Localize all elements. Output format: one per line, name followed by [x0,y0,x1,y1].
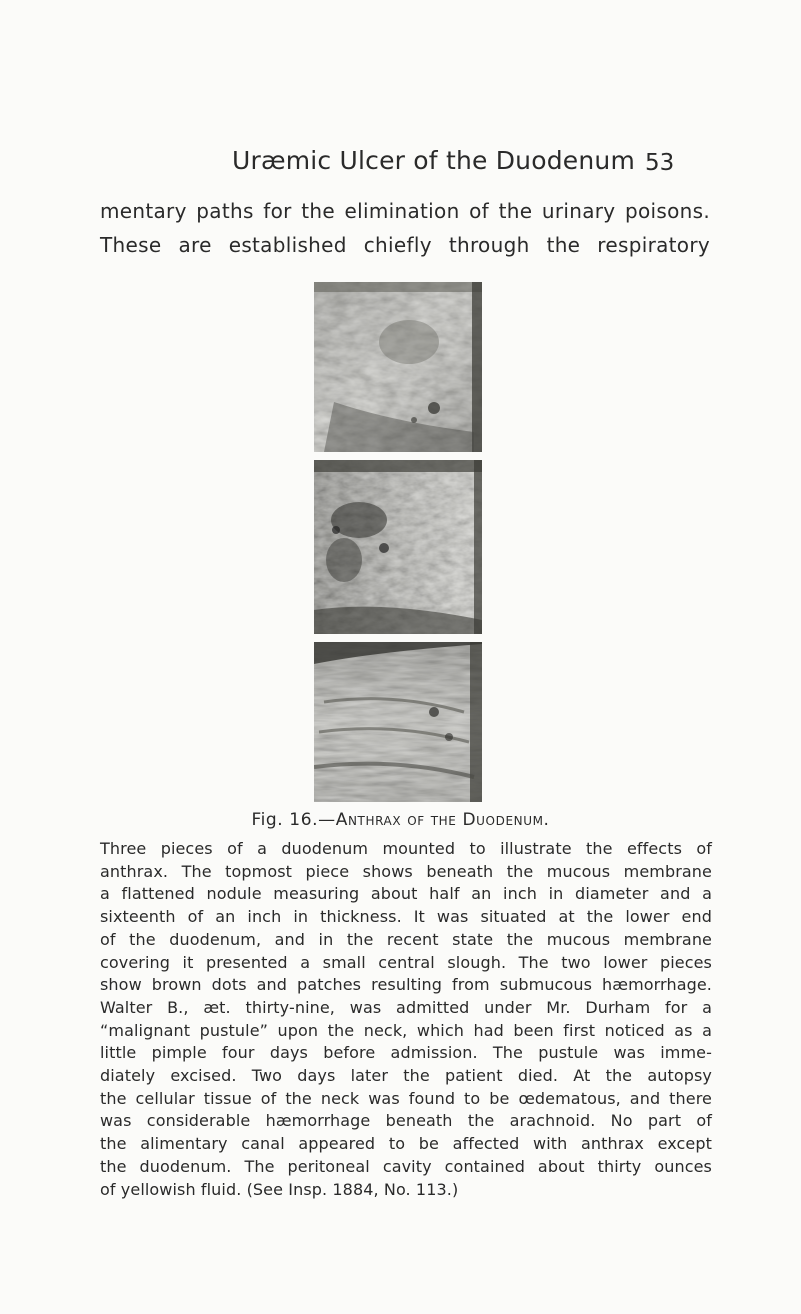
text-line: the duodenum. The peritoneal cavity contained about thirty ounces [100,1156,712,1176]
text-line: the alimentary canal appeared to be affected with anthrax except [100,1134,712,1154]
text-line: a flattened nodule measuring about half an inch in diameter and a [100,884,712,904]
text-line: These are established chiefly through the respiratory [100,233,710,257]
figure-caption-title [0,810,801,830]
text-line: Three pieces of a duodenum mounted to illustrate the effects of [100,839,712,858]
figure-description [100,838,712,1201]
figure-dash: — [318,810,336,830]
text-line: “malignant pustule” upon the neck, which had been first noticed as a [100,1020,712,1040]
text-line: diately excised. Two days later the patient died. At the autopsy [100,1066,712,1086]
specimen-photo-bottom [314,642,482,802]
text-line: little pimple four days before admission. The pustule was imme- [100,1043,712,1063]
text-line: of the duodenum, and in the recent state the mucous membrane [100,929,712,949]
text-line: covering it presented a small central slough. The two lower pieces [100,952,712,972]
text-line: the cellular tissue of the neck was found to be œdematous, and there [100,1088,712,1108]
specimen-photo-top [314,282,482,452]
running-title: Uræmic Ulcer of the Duodenum [232,146,636,175]
text-line: mentary paths for the elimination of the urinary poisons. [100,199,710,223]
lead-paragraph [100,194,710,262]
text-line: of yellowish fluid. (See Insp. 1884, No. 113.) [100,1179,459,1199]
text-line: sixteenth of an inch in thickness. It was situated at the lower end [100,907,712,927]
text-line: Walter B., æt. thirty-nine, was admitted under Mr. Durham for a [100,997,712,1017]
text-line: show brown dots and patches resulting from submucous hæmorrhage. [100,975,712,995]
figure-title: Anthrax of the Duodenum. [335,810,550,830]
running-header [0,146,801,186]
specimen-photo-middle [314,460,482,634]
text-line: was considerable hæmorrhage beneath the arachnoid. No part of [100,1111,712,1131]
page-number: 53 [645,150,675,176]
text-line: anthrax. The topmost piece shows beneath the mucous membrane [100,861,712,881]
figure-number: Fig. 16. [251,810,319,830]
